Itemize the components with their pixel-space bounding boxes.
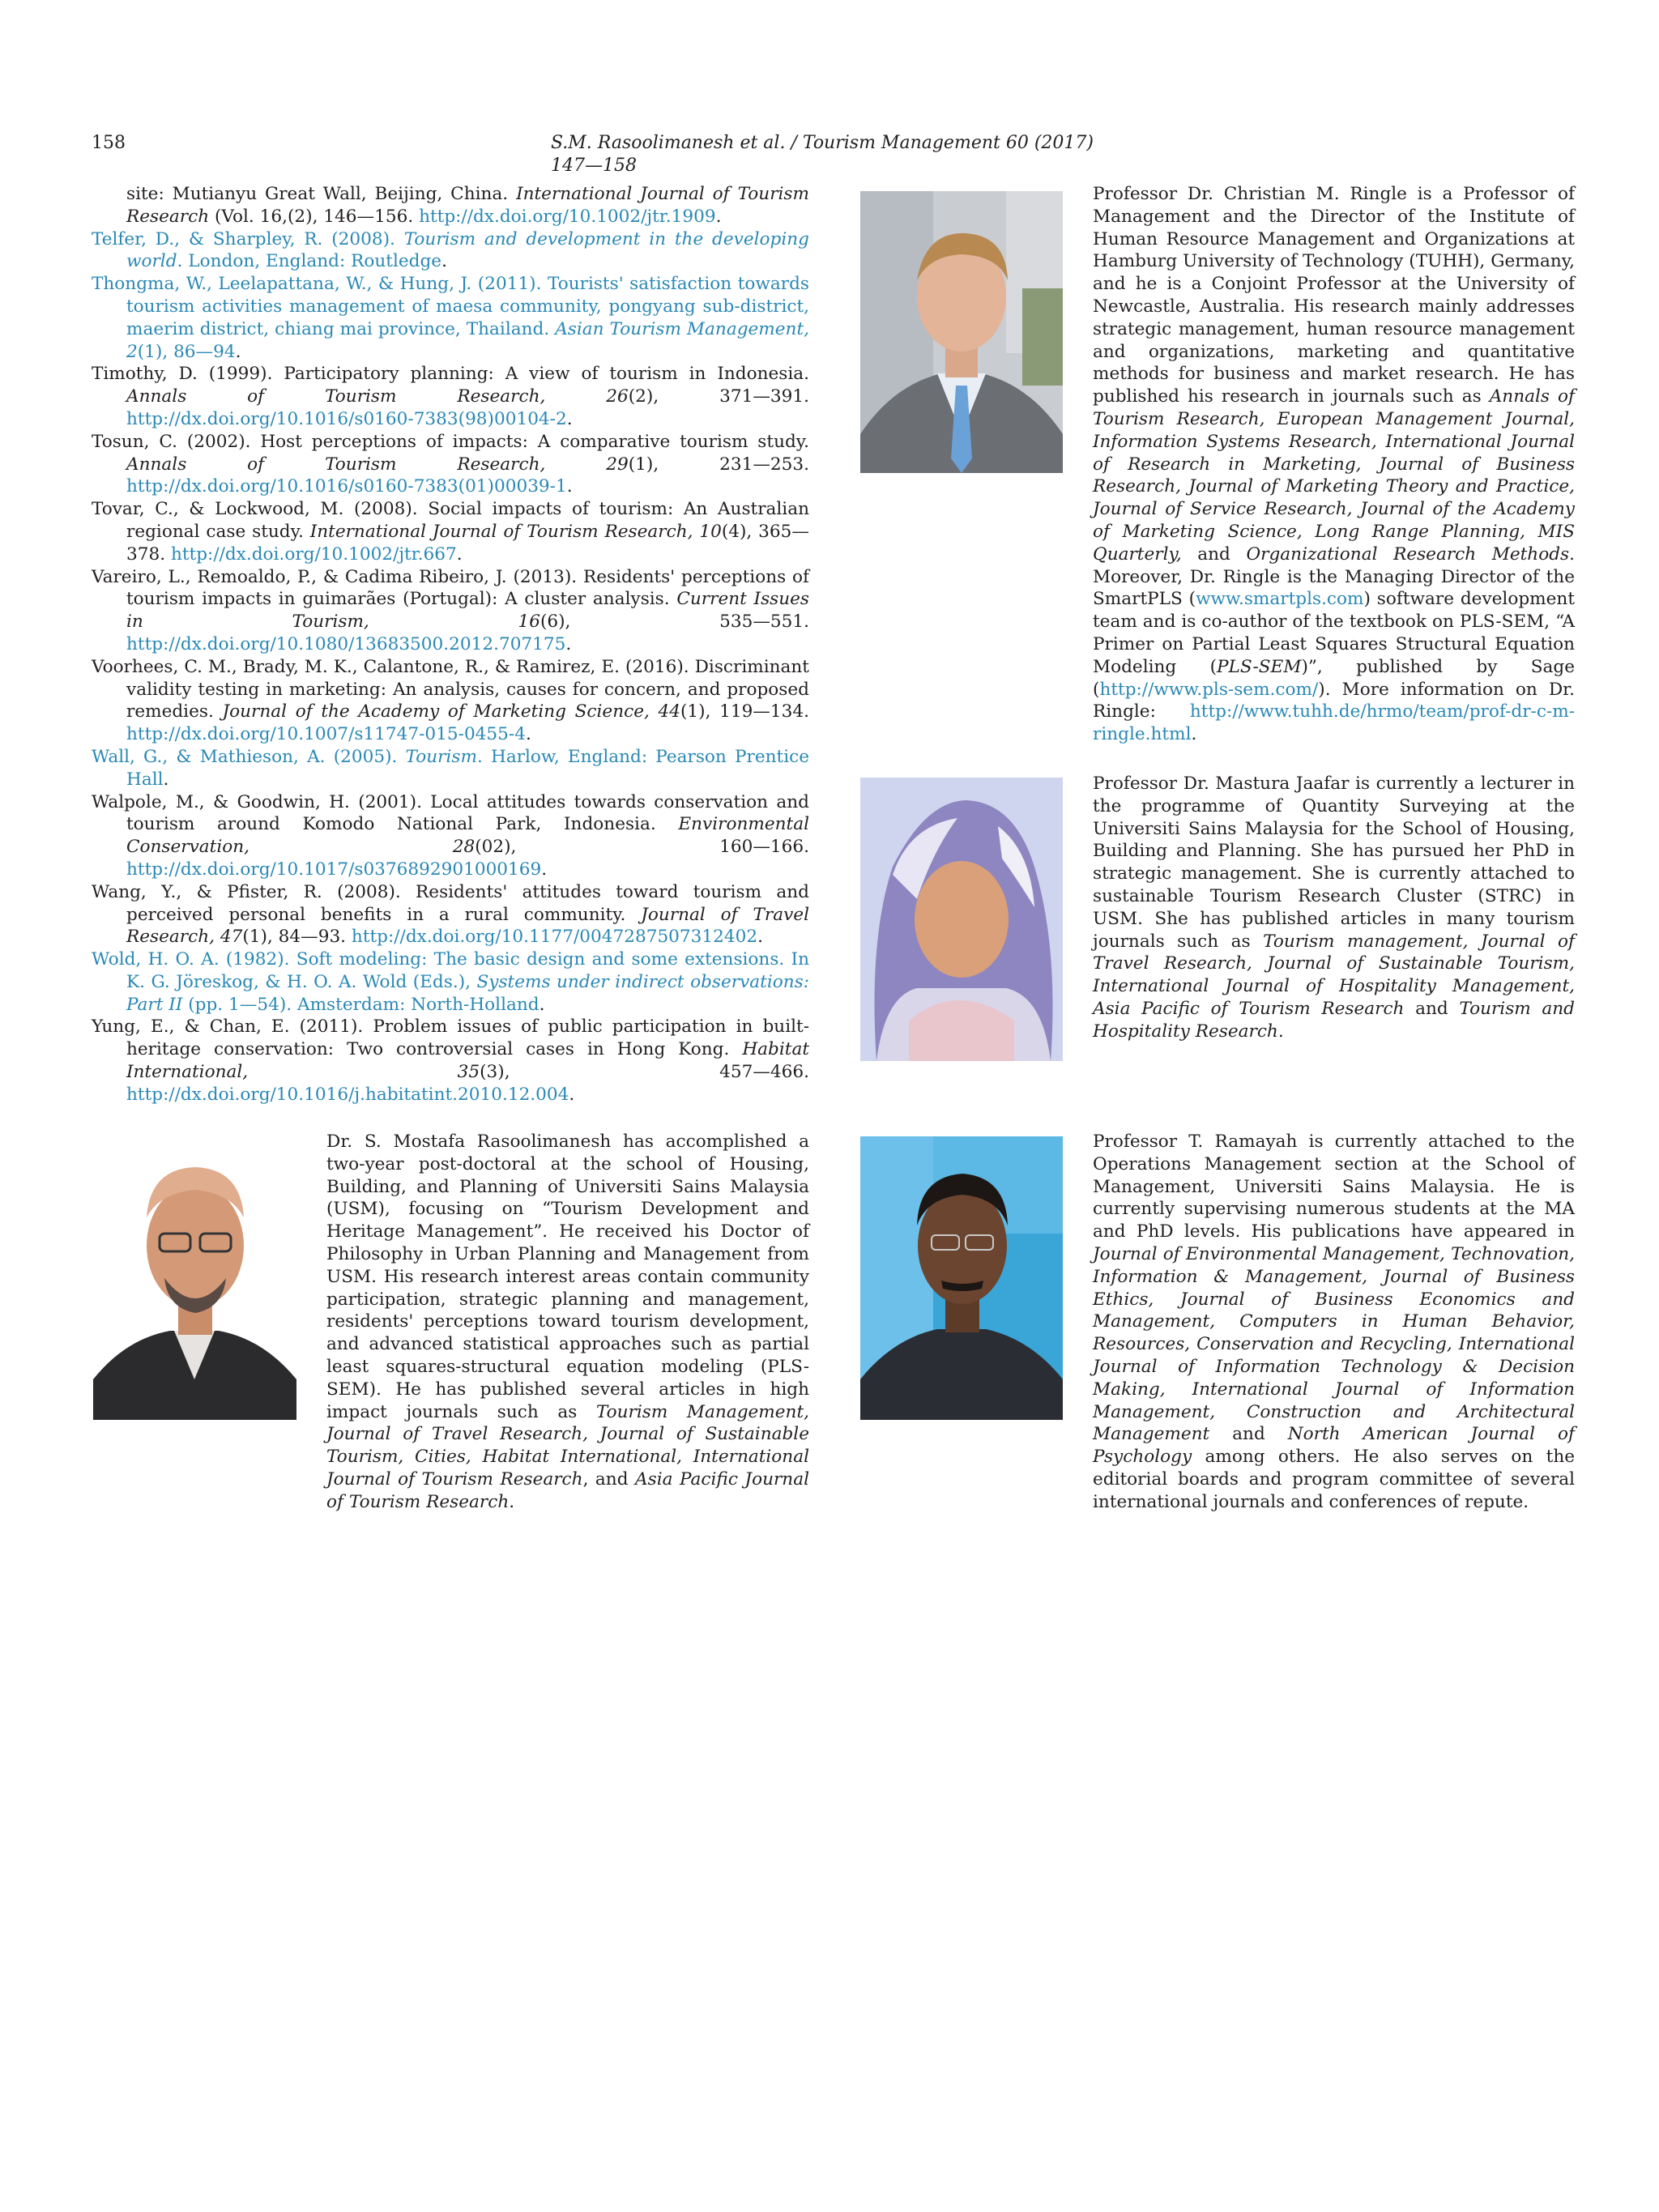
doi-link[interactable]: Systems under indirect observations: Part II (126, 971, 809, 1015)
reference-entry (92, 431, 809, 498)
doi-link[interactable]: . Harlow, England: Pearson Prentice Hall (126, 746, 809, 790)
italic-text: Annals of Tourism Research, 29 (126, 454, 629, 475)
doi-link[interactable]: Tourism (405, 746, 477, 767)
text-segment: . (509, 1491, 515, 1512)
text-segment: Tosun, C. (2002). Host perceptions of impacts: A comparative tourism study. (92, 431, 809, 452)
text-segment: . (1191, 724, 1197, 745)
text-segment: and (1181, 543, 1247, 565)
text-segment: Yung, E., & Chan, E. (2011). Problem issues of public participation in built-heritage conservation: Two controversial cases in Hong Kong. (92, 1016, 809, 1060)
text-segment: Professor T. Ramayah is currently attached to the Operations Management section at the School of Management, Universiti Sains Malaysia. He is currently supervising numerous students at the MA and PhD levels. His publications have appeared in (1093, 1132, 1575, 1242)
italic-text: Environmental Conservation, 28 (126, 814, 809, 858)
italic-text: Habitat International, 35 (126, 1039, 809, 1083)
author-photo-ringle (860, 191, 1063, 473)
doi-link[interactable]: http://dx.doi.org/10.1080/13683500.2012.707175 (126, 633, 566, 654)
italic-text: Tourism Management, Journal of Travel Research, Journal of Sustainable Tourism, Cities, Habitat International, International Journal of Tourism Research (326, 1401, 809, 1490)
bio-rasoolimanesh (326, 1131, 809, 1514)
doi-link[interactable]: Telfer, D., & Sharpley, R. (2008). (92, 228, 404, 249)
text-segment: (02), 160—166. (475, 837, 809, 858)
reference-entry (92, 1016, 809, 1106)
text-segment: . (565, 633, 572, 654)
italic-text: Current Issues in Tourism, 16 (126, 589, 810, 633)
doi-link[interactable]: Thongma, W., Leelapattana, W., & Hung, J. (2011). Tourists' satisfaction towards tourism activities management of maesa community, pongyang sub-district, maerim district, chiang mai province, Thailand. (92, 274, 809, 339)
bio-jaafar (1093, 773, 1575, 1043)
italic-text: Journal of the Academy of Marketing Science, 44 (222, 701, 680, 722)
italic-text: North American Journal of Psychology (1093, 1424, 1575, 1468)
reference-entry (92, 228, 809, 274)
doi-link[interactable]: http://www.pls-sem.com/ (1099, 679, 1319, 700)
text-segment: ). More information on Dr. Ringle: (1093, 679, 1575, 722)
doi-link[interactable]: http://www.tuhh.de/hrmo/team/prof-dr-c-m-ringle.html (1093, 701, 1575, 745)
text-segment: . (566, 476, 573, 497)
italic-text: PLS-SEM (1217, 656, 1302, 677)
italic-text: Annals of Tourism Research, 26 (126, 386, 629, 407)
text-segment: . (525, 724, 531, 745)
text-segment: . (163, 769, 169, 790)
doi-link[interactable]: Wall, G., & Mathieson, A. (2005). (92, 746, 406, 767)
italic-text: Tourism and Hospitality Research (1093, 998, 1576, 1042)
italic-text: Tourism management, Journal of Travel Research, Journal of Sustainable Tourism, International Journal of Hospitality Management, Asia Pacific of Tourism Research (1093, 931, 1575, 1019)
text-segment: Dr. S. Mostafa Rasoolimanesh has accomplished a two-year post-doctoral at the school of Housing, Building, and Planning of Universiti Sains Malaysia (USM), focusing on “Tourism Development and Heritage Management”. He received his Doctor of Philosophy in Urban Planning and Management from USM. His research interest areas contain community participation, strategic planning and management, residents' perceptions toward tourism development, and advanced statistical approaches such as partial least squares-structural equation modeling (PLS-SEM). He has published several articles in high impact journals such as (326, 1132, 809, 1422)
text-segment: . (539, 994, 545, 1015)
text-segment: . (1277, 1021, 1284, 1042)
text-segment: ) software development team and is co-author of the textbook on PLS-SEM, “A Primer on Partial Least Squares Structural Equation Modeling ( (1093, 589, 1575, 677)
text-segment: )”, published by Sage ( (1093, 656, 1575, 700)
text-segment: among others. He also serves on the editorial boards and program committee of several international journals and conferences of repute. (1093, 1447, 1575, 1512)
text-segment: . (569, 1084, 575, 1105)
doi-link[interactable]: (1), 86—94 (137, 341, 236, 362)
reference-entry (92, 791, 809, 881)
doi-link[interactable]: http://dx.doi.org/10.1016/j.habitatint.2010.12.004 (126, 1084, 569, 1105)
text-segment: (2), 371—391. (628, 386, 809, 407)
reference-entry (92, 498, 809, 565)
author-photo-rasoolimanesh (93, 1136, 296, 1420)
doi-link[interactable]: http://dx.doi.org/10.1002/jtr.667 (170, 543, 457, 565)
text-segment: , and (582, 1468, 636, 1490)
reference-entry (92, 881, 809, 948)
italic-text: Journal of Environmental Management, Technovation, Information & Management, Journal of Business Ethics, Journal of Business Economics and Management, Computers in Human Behavior, Resources, Conservation and Recycling, International Journal of Information Technology & Decision Making, International Journal of Information Management, Construction and Architectural Management (1093, 1243, 1575, 1445)
text-segment: Tovar, C., & Lockwood, M. (2008). Social impacts of tourism: An Australian regional case study. (92, 499, 809, 542)
reference-entry (92, 656, 809, 746)
reference-entry (92, 363, 809, 430)
text-segment: and (1404, 998, 1460, 1019)
text-segment: Vareiro, L., Remoaldo, P., & Cadima Ribeiro, J. (2013). Residents' perceptions of tourism impacts in guimarães (Portugal): A cluster analysis. (92, 566, 809, 610)
running-title: S.M. Rasoolimanesh et al. / Tourism Management 60 (2017) 147—158 (551, 133, 1094, 176)
text-segment: Voorhees, C. M., Brady, M. K., Calantone, R., & Ramirez, E. (2016). Discriminant validity testing in marketing: An analysis, causes for concern, and proposed remedies. (92, 656, 809, 722)
text-segment: and (1209, 1424, 1288, 1445)
doi-link[interactable]: http://dx.doi.org/10.1002/jtr.1909 (419, 206, 716, 227)
bio-ramayah (1093, 1131, 1575, 1514)
doi-link[interactable]: http://dx.doi.org/10.1177/0047287507312402 (351, 927, 758, 948)
text-segment: (Vol. 16,(2), 146—156. (209, 206, 420, 227)
text-segment: (1), 119—134. (680, 701, 809, 722)
bio-ringle (1093, 183, 1575, 746)
text-segment: (1), 231—253. (628, 454, 809, 475)
italic-text: International Journal of Tourism Research, 10 (309, 521, 722, 542)
text-segment: Professor Dr. Christian M. Ringle is a Professor of Management and the Director of the Institute of Human Resource Management and Organizations at Hamburg University of Technology (TUHH), Germany, and he is a Conjoint Professor at the University of Newcastle, Australia. His research mainly addresses strategic management, human resource management and organizations, marketing and quantitative methods for business and market research. He has published his research in journals such as (1093, 184, 1575, 407)
doi-link[interactable]: http://dx.doi.org/10.1016/s0160-7383(01)00039-1 (126, 476, 567, 497)
text-segment: . (235, 341, 241, 362)
text-segment: (1), 84—93. (242, 927, 352, 948)
doi-link[interactable]: www.smartpls.com (1196, 589, 1364, 610)
text-segment: (4), 365—378. (126, 521, 809, 565)
text-segment: (6), 535—551. (539, 612, 809, 633)
doi-link[interactable]: http://dx.doi.org/10.1007/s11747-015-0455-4 (126, 724, 526, 745)
italic-text: International Journal of Tourism Research (126, 184, 809, 227)
text-segment: . (541, 859, 548, 880)
reference-entry (92, 273, 809, 363)
author-photo-ramayah (860, 1136, 1063, 1420)
italic-text: Organizational Research Methods (1246, 543, 1570, 565)
reference-entry (92, 746, 809, 791)
doi-link[interactable]: . London, England: Routledge (177, 251, 442, 272)
text-segment: (3), 457—466. (480, 1062, 809, 1083)
text-segment: Timothy, D. (1999). Participatory planning: A view of tourism in Indonesia. (92, 364, 809, 385)
reference-entry (92, 948, 809, 1016)
text-segment: Professor Dr. Mastura Jaafar is currently a lecturer in the programme of Quantity Surveying at the Universiti Sains Malaysia for the School of Housing, Building and Planning. She has pursued her PhD in strategic management. She is currently attached to sustainable Tourism Research Cluster (STRC) in USM. She has published articles in many tourism journals such as (1093, 774, 1575, 952)
doi-link[interactable]: Wold, H. O. A. (1982). Soft modeling: The basic design and some extensions. In K. G. Jöreskog, & H. O. A. Wold (Eds.), (92, 949, 809, 992)
reference-entry (92, 183, 809, 228)
doi-link[interactable]: http://dx.doi.org/10.1016/s0160-7383(98)00104-2 (126, 408, 567, 429)
doi-link[interactable]: (pp. 1—54). Amsterdam: North-Holland (182, 994, 539, 1015)
text-segment: . (715, 206, 722, 227)
italic-text: Journal of Travel Research, 47 (126, 904, 809, 948)
text-segment: . (441, 251, 447, 272)
text-segment: site: Mutianyu Great Wall, Beijing, China. (126, 184, 517, 204)
reference-list (92, 183, 809, 1106)
doi-link[interactable]: Tourism and development in the developing world (126, 228, 809, 272)
doi-link[interactable]: http://dx.doi.org/10.1017/s0376892901000169 (126, 859, 542, 880)
author-photo-jaafar (860, 778, 1063, 1061)
doi-link[interactable]: Asian Tourism Management, 2 (126, 318, 809, 362)
reference-entry (92, 566, 809, 656)
page-number: 158 (92, 133, 126, 153)
text-segment: Wang, Y., & Pfister, R. (2008). Residents' attitudes toward tourism and perceived personal benefits in a rural community. (92, 881, 809, 925)
text-segment: Walpole, M., & Goodwin, H. (2001). Local attitudes towards conservation and tourism around Komodo National Park, Indonesia. (92, 791, 809, 835)
text-segment: . (757, 927, 763, 948)
text-segment: . (566, 408, 573, 429)
text-segment: . (456, 543, 463, 565)
italic-text: Annals of Tourism Research, European Management Journal, Information Systems Research, International Journal of Research in Marketing, Journal of Business Research, Journal of Marketing Theory and Practice, Journal of Service Research, Journal of the Academy of Marketing Science, Long Range Planning, MIS Quarterly, (1093, 386, 1575, 565)
italic-text: Asia Pacific Journal of Tourism Research (326, 1468, 809, 1512)
text-segment: . Moreover, Dr. Ringle is the Managing Director of the SmartPLS ( (1093, 543, 1575, 610)
